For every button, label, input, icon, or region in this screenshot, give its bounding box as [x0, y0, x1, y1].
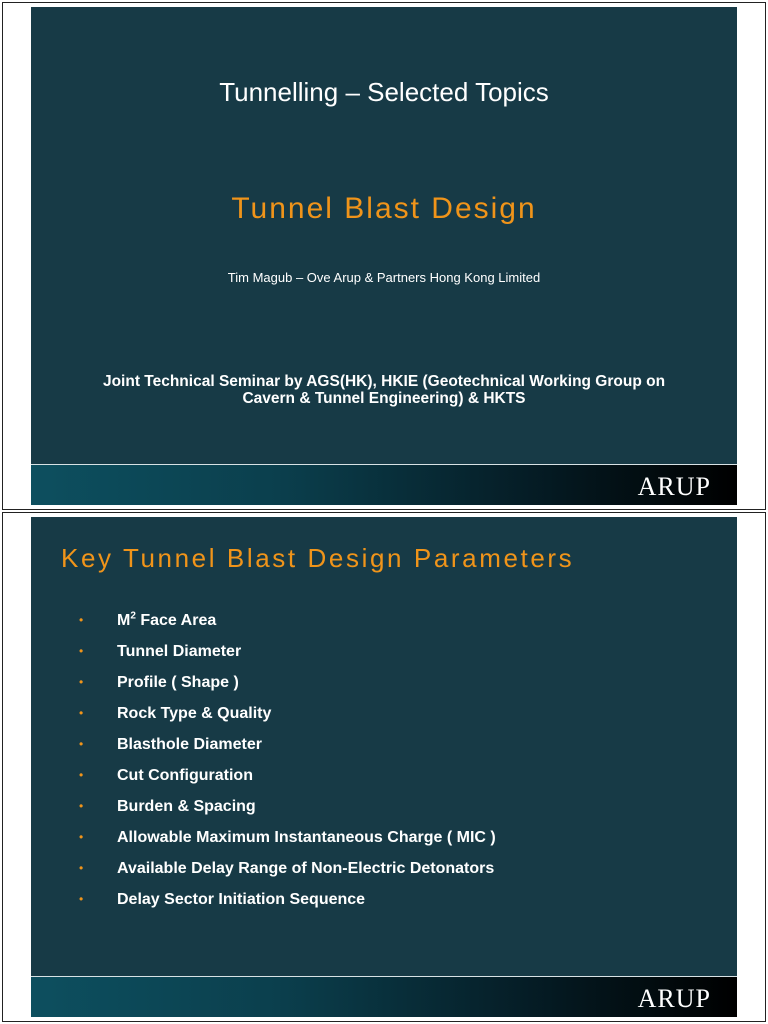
list-item [79, 822, 496, 853]
title-slide [31, 7, 737, 505]
list-item [79, 760, 496, 791]
list-item-text: Burden & Spacing [117, 798, 256, 815]
slide-2-frame [2, 512, 766, 1022]
list-item [79, 853, 496, 884]
list-item-text: Tunnel Diameter [117, 643, 242, 660]
arup-logo: ARUP [637, 984, 711, 1013]
bullet-icon: • [79, 644, 84, 658]
bullet-icon: • [79, 799, 84, 813]
list-item-text: Allowable Maximum Instantaneous Charge ( MIC ) [117, 829, 496, 846]
seminar-line-1: Joint Technical Seminar by AGS(HK), HKIE (Geotechnical Working Group on [102, 373, 666, 390]
parameters-slide [31, 517, 737, 1017]
bullet-icon: • [79, 830, 84, 844]
arup-logo: ARUP [637, 472, 711, 501]
list-item-text: Cut Configuration [117, 767, 253, 784]
slide-1-frame [2, 2, 766, 510]
list-item-text: Blasthole Diameter [117, 736, 262, 753]
list-item [79, 791, 496, 822]
list-item [79, 729, 496, 760]
slide-title: Key Tunnel Blast Design Parameters [61, 543, 575, 573]
list-item [79, 667, 496, 698]
bullet-icon: • [79, 675, 84, 689]
author-line: Tim Magub – Ove Arup & Partners Hong Kong Limited [227, 270, 541, 285]
list-item-text: $M^2$ Face Area [117, 610, 217, 629]
bullet-icon: • [79, 861, 84, 875]
list-item-text: Rock Type & Quality [117, 705, 272, 722]
list-item [79, 884, 496, 915]
parameter-list [79, 605, 496, 915]
list-item-text: Delay Sector Initiation Sequence [117, 891, 366, 908]
bullet-icon: • [79, 737, 84, 751]
bullet-icon: • [79, 892, 84, 906]
list-item [79, 605, 496, 636]
list-item-text: Profile ( Shape ) [117, 674, 239, 691]
list-item [79, 636, 496, 667]
footer-bar [31, 977, 737, 1017]
footer-bar [31, 465, 737, 505]
bullet-icon: • [79, 768, 84, 782]
bullet-icon: • [79, 613, 84, 627]
list-item [79, 698, 496, 729]
series-title: Tunnelling – Selected Topics [219, 77, 549, 107]
slide-title: Tunnel Blast Design [231, 192, 537, 225]
list-item-text: Available Delay Range of Non-Electric Detonators [117, 860, 495, 877]
seminar-line-2: Cavern & Tunnel Engineering) & HKTS [242, 390, 526, 407]
bullet-icon: • [79, 706, 84, 720]
seminar-text [71, 373, 697, 407]
